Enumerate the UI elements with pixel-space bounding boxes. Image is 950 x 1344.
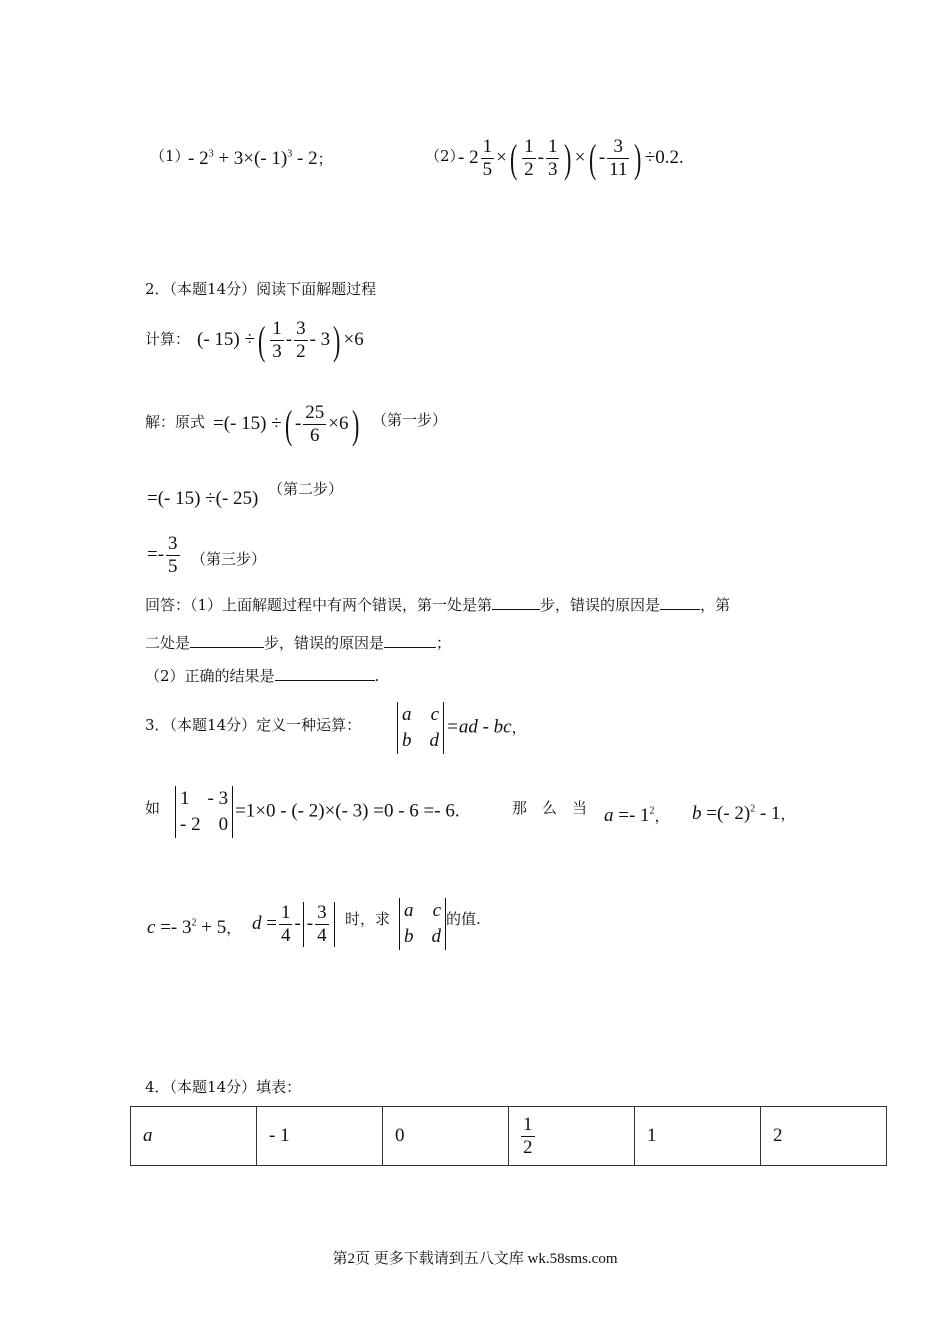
q1-part1-label: （1）	[150, 147, 190, 165]
q3-example: 1 - 3 - 2 0 =1×0 - (- 2)×(- 3) =0 - 6 =- 6.	[173, 786, 460, 838]
q3-a-definition: $a =- 1^2$，	[604, 805, 670, 826]
q2-calc-label: 计算：	[145, 330, 191, 348]
answer-blank-4[interactable]	[384, 633, 436, 648]
q3-heading: 3．（本题14分）定义一种运算：	[145, 716, 362, 734]
table-cell: 1	[635, 1107, 761, 1166]
absolute-value: - $\frac{3}{4}$	[303, 902, 335, 947]
q2-answer-line2: 二处是 步，错误的原因是 ；	[145, 634, 452, 652]
q2-step3-note: （第三步）	[191, 550, 267, 568]
q3-d-definition: d = $\frac{1}{4}$ - - $\frac{3}{4}$	[252, 902, 337, 947]
fill-table	[130, 1106, 887, 1166]
answer-blank-3[interactable]	[190, 633, 264, 648]
q3-b-definition: b =(- 2)$^2$ - 1，	[692, 803, 796, 824]
q4-heading: 4．（本题14分）填表：	[145, 1078, 302, 1096]
answer-blank-2[interactable]	[660, 595, 700, 610]
q2-step3-expression: =- $\frac{3}{5}$	[147, 533, 178, 577]
example-determinant: 1 - 3 - 2 0	[175, 786, 233, 838]
q3-example-label: 如	[145, 799, 161, 817]
q2-step1-note: （第一步）	[372, 411, 448, 429]
q3-then-text: 那 么 当	[512, 799, 588, 817]
q1-part2-label: （2）	[425, 147, 465, 165]
q3-question-determinant: a c b d	[397, 898, 448, 950]
q3-c-definition: $c =- 3^2 + 5$，	[147, 917, 242, 938]
q3-when-text: 时，求	[345, 910, 391, 928]
q1-part1-expression: - $2^3 + 3\times(-$ 1)$^3$ - 2；	[188, 148, 333, 169]
q2-step1-expression: =(- 15) ÷( - $\frac{25}{6}$ ×6)	[213, 401, 359, 447]
table-row	[131, 1107, 887, 1166]
answer-blank-5[interactable]	[275, 666, 375, 681]
table-cell: - 1	[257, 1107, 383, 1166]
table-cell: $\frac{1}{2}$	[509, 1107, 635, 1166]
q2-answer-line3: （2）正确的结果是 .	[145, 667, 380, 685]
q2-solution-label: 解：原式	[145, 413, 206, 431]
q2-calc-expression: (- 15) ÷( $\frac{1}{3}$ - $\frac{3}{2}$ - 3) ×6	[197, 317, 364, 363]
table-cell: 2	[761, 1107, 887, 1166]
q3-definition: a c b d =ad - bc，	[395, 702, 527, 754]
table-cell: 0	[383, 1107, 509, 1166]
answer-blank-1[interactable]	[492, 595, 540, 610]
page-footer: 第2页 更多下载请到五八文库 wk.58sms.com	[332, 1251, 618, 1267]
definition-determinant: a c b d	[397, 702, 444, 754]
q2-step2-note: （第二步）	[268, 480, 344, 498]
q2-heading: 2．（本题14分）阅读下面解题过程	[145, 280, 377, 298]
q2-answer-line1: 回答：（1）上面解题过程中有两个错误，第一处是第 步，错误的原因是 ，第	[145, 596, 731, 614]
table-cell-header: a	[131, 1107, 257, 1166]
q1-part2-expression: - 2 $\frac{1}{5}$ ×( $\frac{1}{2}$ - $\frac{1}{3}$ ) ×( - $\frac{3}{11}$ ) ÷0.2.	[458, 135, 684, 181]
q3-value-text: 的值.	[446, 910, 481, 928]
q2-step2-expression: =(- 15) ÷(- 25)	[147, 488, 259, 509]
